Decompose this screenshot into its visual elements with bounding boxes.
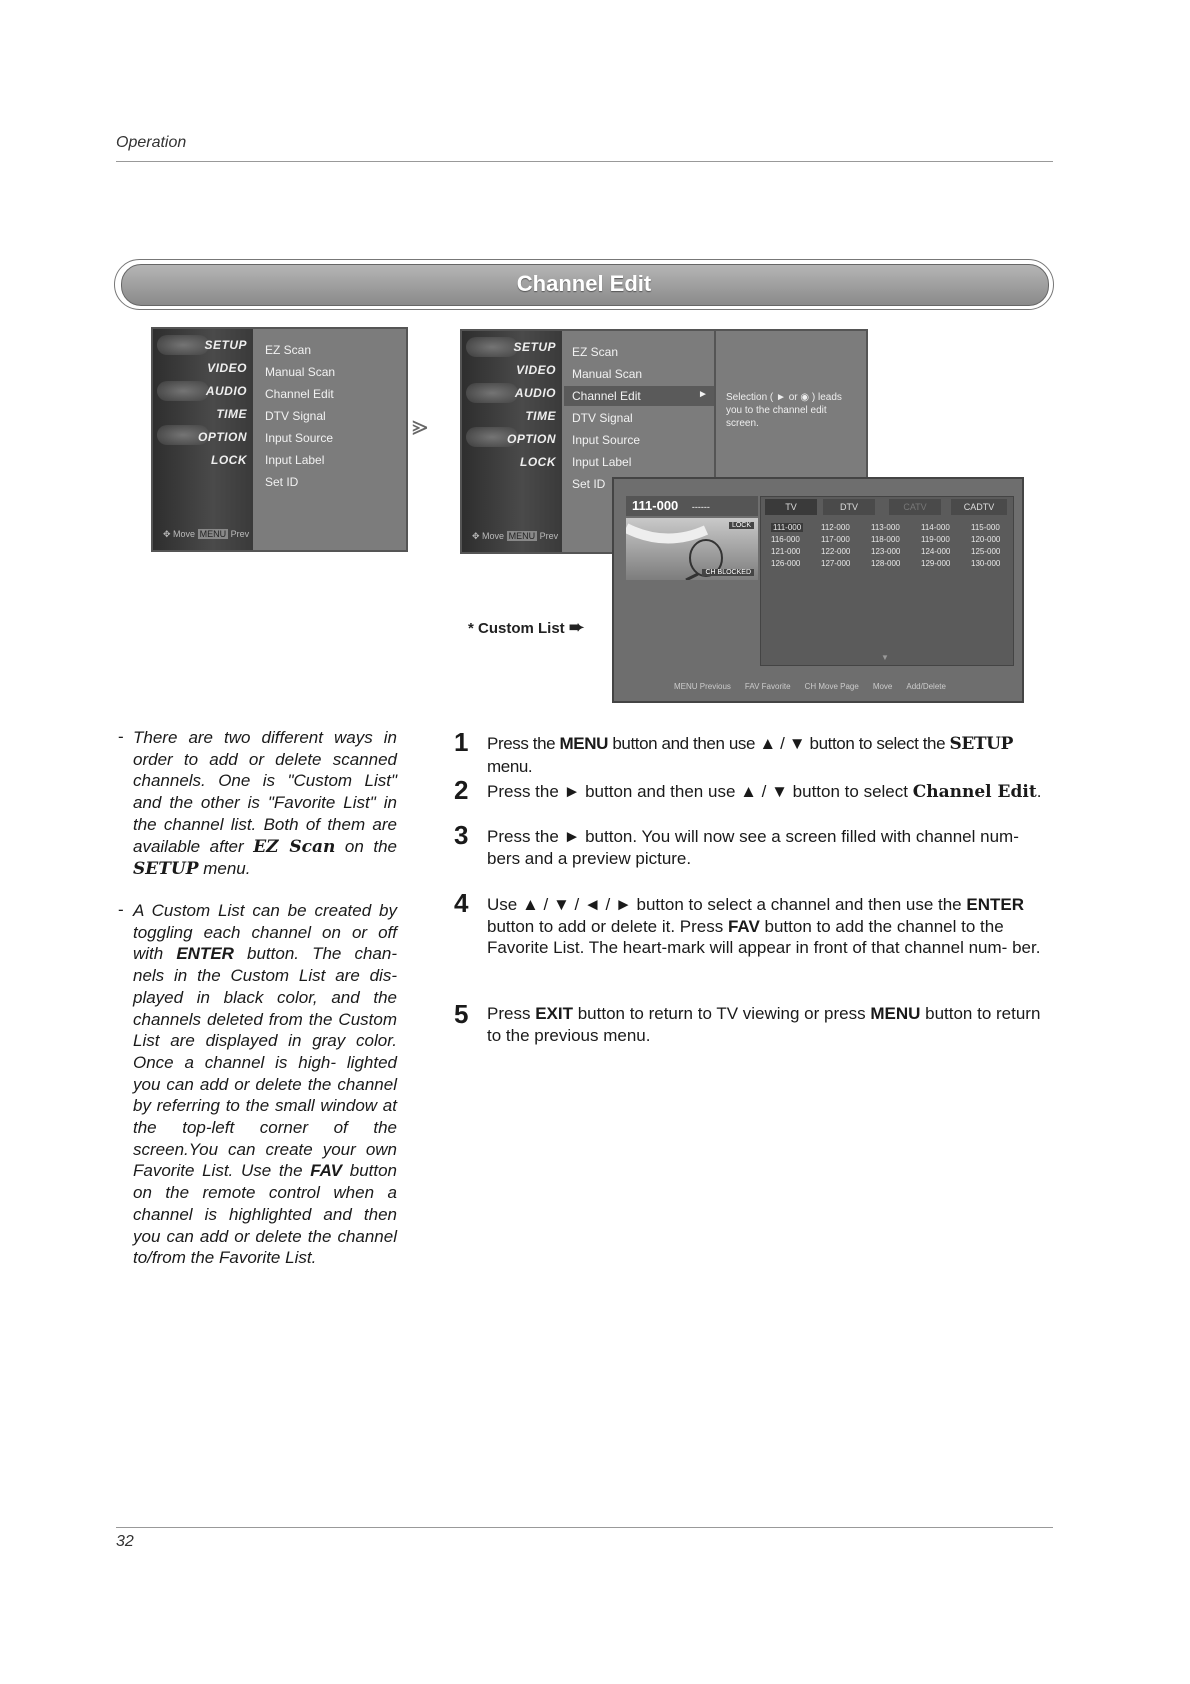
menu-category-video: VIDEO bbox=[207, 361, 247, 375]
menu-item-ez-scan: EZ Scan bbox=[572, 345, 619, 359]
footer-move: Move bbox=[872, 682, 893, 691]
channel-cell[interactable]: 111-000 bbox=[773, 523, 802, 532]
tab-tv: TV bbox=[765, 499, 817, 515]
page-number: 32 bbox=[116, 1533, 134, 1550]
category-thumbnail-icon bbox=[466, 337, 518, 357]
menu-category-audio: AUDIO bbox=[205, 384, 247, 398]
footer-move-page: CH Move Page bbox=[804, 682, 859, 691]
menu-item-ez-scan: EZ Scan bbox=[265, 343, 312, 357]
channel-cell[interactable]: 122-000 bbox=[821, 547, 851, 556]
step-4-number: 4 bbox=[454, 888, 469, 918]
step-3-text: Press the ► button. You will now see a screen filled with channel num- bers and a preview picture. bbox=[487, 827, 1019, 868]
section-label: Operation bbox=[116, 134, 187, 151]
channel-cell[interactable]: 121-000 bbox=[771, 547, 801, 556]
category-thumbnail-icon bbox=[157, 335, 209, 355]
setup-menu-screenshot bbox=[151, 327, 408, 552]
preview-picture bbox=[626, 518, 758, 580]
menu-item-manual-scan: Manual Scan bbox=[265, 365, 336, 379]
channel-cell[interactable]: 112-000 bbox=[821, 523, 850, 532]
note-dash: - bbox=[118, 727, 124, 746]
menu-category-lock: LOCK bbox=[520, 455, 556, 469]
menu-category-option: OPTION bbox=[506, 432, 556, 446]
menu-category-time: TIME bbox=[525, 409, 556, 423]
lock-badge: LOCK bbox=[729, 522, 754, 529]
menu-item-channel-edit: Channel Edit bbox=[265, 387, 334, 401]
channel-cell[interactable]: 118-000 bbox=[871, 535, 900, 544]
current-channel-label: 111-000 ------ bbox=[626, 496, 758, 516]
menu-category-column bbox=[153, 329, 253, 550]
channel-edit-screenshot bbox=[612, 477, 1024, 703]
step-1-text: Press the MENU button and then use ▲ / ▼ button to select the SETUP menu. bbox=[487, 734, 1013, 776]
menu-category-time: TIME bbox=[216, 407, 247, 421]
note-1: There are two different ways in order to add or delete scanned channels. One is "Custom List" and the other is "Favorite List" in the channel list. Both of them are available after EZ Scan on the SETUP menu. bbox=[133, 728, 397, 880]
menu-category-column bbox=[462, 331, 562, 552]
menu-item-dtv-signal: DTV Signal bbox=[265, 409, 326, 423]
menu-category-setup: SETUP bbox=[513, 340, 556, 354]
selected-arrow-icon: ► bbox=[698, 389, 708, 400]
channel-edit-footer bbox=[674, 682, 1014, 691]
channel-grid bbox=[760, 496, 1014, 666]
menu-category-setup: SETUP bbox=[204, 338, 247, 352]
category-thumbnail-icon bbox=[466, 383, 518, 403]
step-4-text: Use ▲ / ▼ / ◄ / ► button to select a channel and then use the ENTER button to add or delete it. Press FAV button to add the channel to the Favorite List. The heart-mark will appear in front of that channel num- ber. bbox=[487, 895, 1041, 958]
channel-cell[interactable]: 123-000 bbox=[871, 547, 901, 556]
menu-item-dtv-signal: DTV Signal bbox=[572, 411, 633, 425]
step-5-number: 5 bbox=[454, 999, 469, 1029]
channel-cell[interactable]: 117-000 bbox=[821, 535, 850, 544]
step-1-number: 1 bbox=[454, 727, 469, 757]
menu-category-audio: AUDIO bbox=[514, 386, 556, 400]
channel-cell[interactable]: 128-000 bbox=[871, 559, 901, 568]
menu-item-channel-edit: Channel Edit bbox=[572, 389, 641, 403]
menu-item-input-label: Input Label bbox=[572, 455, 632, 469]
channel-cell[interactable]: 114-000 bbox=[921, 523, 950, 532]
menu-category-option: OPTION bbox=[197, 430, 247, 444]
pointer-arrow-icon: ➨ bbox=[568, 617, 584, 637]
channel-cell[interactable]: 130-000 bbox=[971, 559, 1001, 568]
tab-catv: CATV bbox=[889, 499, 941, 515]
step-3-number: 3 bbox=[454, 820, 469, 850]
menu-footer: ✥ Move MENU Prev bbox=[163, 529, 250, 539]
channel-cell[interactable]: 126-000 bbox=[771, 559, 801, 568]
custom-list-label: * Custom List ➨ bbox=[468, 617, 584, 637]
menu-item-set-id: Set ID bbox=[265, 475, 299, 489]
note-2: A Custom List can be created by toggling each channel on or off with ENTER button. The chan- nels in the Custom List are dis- played in black color, and the channels deleted from the Custom List are displayed in gray color. Once a channel is high- lighted you can add or delete the channel by referring to the small window at the top-left corner of the screen.You can create your own Favorite List. Use the FAV button on the remote control when a channel is highlighted and then you can add or delete the channel to/from the Favorite List. bbox=[133, 901, 397, 1268]
tab-dtv: DTV bbox=[823, 499, 875, 515]
channel-cell[interactable]: 127-000 bbox=[821, 559, 851, 568]
channel-cell[interactable]: 115-000 bbox=[971, 523, 1000, 532]
menu-item-manual-scan: Manual Scan bbox=[572, 367, 643, 381]
footer-favorite: FAV Favorite bbox=[744, 682, 791, 691]
footer-divider bbox=[116, 1527, 1053, 1528]
channel-cell[interactable]: 125-000 bbox=[971, 547, 1001, 556]
channel-cell[interactable]: 120-000 bbox=[971, 535, 1001, 544]
next-step-arrow-icon: ⪢ bbox=[412, 410, 428, 441]
header-divider bbox=[116, 161, 1053, 162]
channel-cell[interactable]: 124-000 bbox=[921, 547, 951, 556]
step-5-text: Press EXIT button to return to TV viewing or press MENU button to return to the previous menu. bbox=[487, 1004, 1041, 1045]
channel-cell[interactable]: 129-000 bbox=[921, 559, 951, 568]
banner-title: Channel Edit bbox=[516, 271, 652, 296]
scroll-down-icon: ▼ bbox=[881, 653, 889, 662]
note-dash: - bbox=[118, 900, 124, 919]
menu-item-set-id: Set ID bbox=[572, 477, 606, 491]
blocked-badge: CH BLOCKED bbox=[702, 569, 754, 576]
channel-cell[interactable]: 116-000 bbox=[771, 535, 800, 544]
menu-category-video: VIDEO bbox=[516, 363, 556, 377]
menu-item-input-source: Input Source bbox=[572, 433, 641, 447]
menu-category-lock: LOCK bbox=[211, 453, 247, 467]
tab-cadtv: CADTV bbox=[951, 499, 1007, 515]
footer-add-delete: Add/Delete bbox=[906, 682, 946, 691]
menu-item-input-source: Input Source bbox=[265, 431, 334, 445]
step-2-text: Press the ► button and then use ▲ / ▼ button to select Channel Edit. bbox=[487, 782, 1042, 802]
channel-cell[interactable]: 119-000 bbox=[921, 535, 950, 544]
footer-previous: MENU Previous bbox=[674, 682, 731, 691]
channel-cell[interactable]: 113-000 bbox=[871, 523, 900, 532]
menu-hint-text: Selection ( ► or ◉ ) leads you to the channel edit screen. bbox=[726, 392, 842, 429]
step-2-number: 2 bbox=[454, 775, 469, 805]
category-thumbnail-icon bbox=[157, 381, 209, 401]
menu-item-input-label: Input Label bbox=[265, 453, 325, 467]
menu-footer: ✥ Move MENU Prev bbox=[472, 531, 559, 541]
